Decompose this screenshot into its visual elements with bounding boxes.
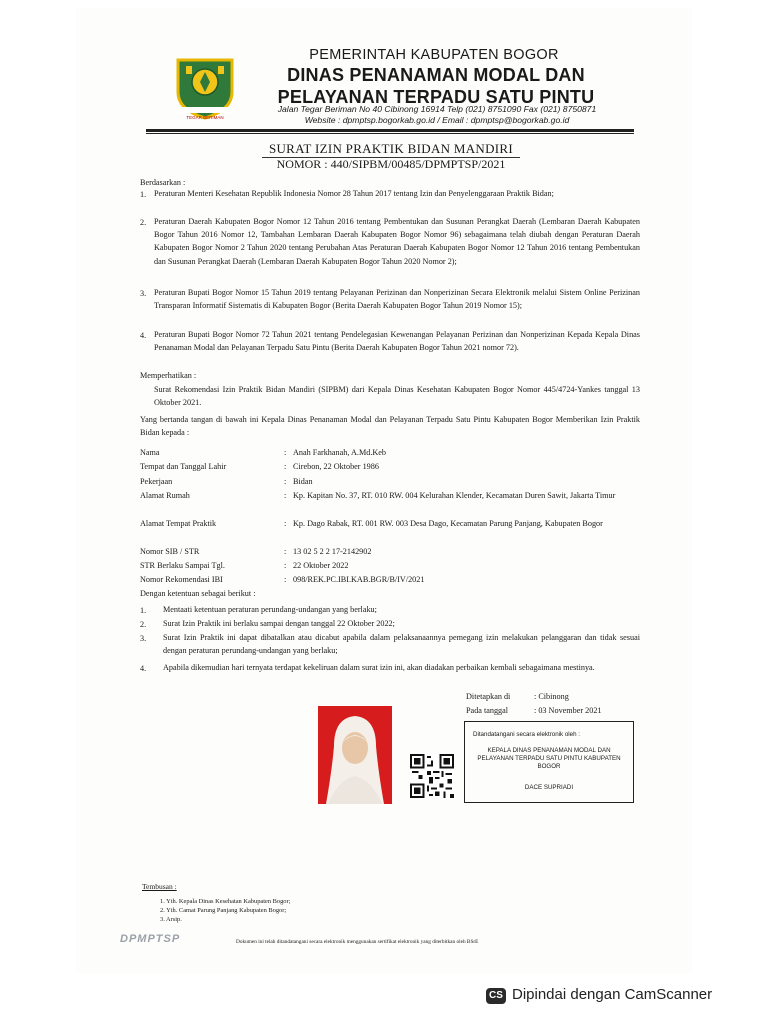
issued-place-label: Ditetapkan di [466,692,511,701]
signature-note: Ditandatangani secara elektronik oleh : [473,731,580,738]
field-value: 22 Oktober 2022 [293,561,349,570]
intro-text: Yang bertanda tangan di bawah ini Kepala Dinas Penanaman Modal dan Pelayanan Terpadu Satu Pintu Kabupaten Bogor Memberikan Izin Praktik Bidan kepada : [140,415,640,438]
field-label: Alamat Rumah [140,491,190,500]
field-label: Nama [140,448,160,457]
footer-logo: DPMPTSP [120,933,181,945]
cc-item: 1. Yth. Kepala Dinas Kesehatan Kabupaten Bogor; [160,898,291,905]
field-label: Nomor Rekomendasi IBI [140,575,223,584]
list-number: 4. [140,664,147,673]
field-label: Pekerjaan [140,477,173,486]
list-number: 2. [140,620,147,629]
agency-name [240,64,632,108]
footer-note: Dokumen ini telah ditandatangani secara elektronik menggunakan sertifikat elektronik yang diterbitkan oleh BSrE [236,939,479,945]
cc-list [160,898,290,924]
legal-basis-item: Peraturan Bupati Bogor Nomor 72 Tahun 2021 tentang Pendelegasian Kewenangan Pelayanan Perizinan dan Nonperizinan Kepada Kepala Dinas Penanaman Modal dan Pelayanan Terpadu Satu Pintu (Berita Daerah Kabupaten Bogor Tahun 2021 nomor 72). [154,330,640,353]
list-number: 4. [140,331,147,340]
logo-motto: TEGAR BERIMAN [186,115,224,120]
signature-position: KEPALA DINAS PENANAMAN MODAL DAN PELAYANAN TERPADU SATU PINTU KABUPATEN BOGOR [477,747,621,771]
legal-basis-item: Peraturan Bupati Bogor Nomor 15 Tahun 2019 tentang Pelayanan Perizinan dan Nonperizinan Secara Elektronik melalui Sistem Online Perizinan Transparan Informatif Sistematis di Kabupaten Bogor (Berita Daerah Kabupaten Bogor Tahun 2019 Nomor 15); [154,288,640,311]
document-number: NOMOR : 440/SIPBM/00485/DPMPTSP/2021 [276,157,506,171]
field-value: 13 02 5 2 2 17-2142902 [293,547,372,556]
cc-item: 2. Yth. Camat Parung Panjang Kabupaten Bogor; [160,906,287,914]
field-label: STR Berlaku Sampai Tgl. [140,561,225,570]
issued-date-label: Pada tanggal [466,706,509,715]
electronic-signature-box [464,721,634,803]
camscanner-icon: CS [486,988,506,1004]
agency-address [238,104,636,125]
holder-photo [318,706,392,804]
header-rule-thick [146,129,634,132]
condition-item: Surat Izin Praktik ini dapat dibatalkan atau dicabut apabila dalam pelaksanaannya pemegang izin melakukan pelanggaran dan tidak sesuai dengan peraturan perundang-undangan yang berlaku; [163,633,640,656]
bogor-regency-logo [172,52,238,122]
field-colon: : [284,491,287,500]
government-name: PEMERINTAH KABUPATEN BOGOR [309,47,559,63]
contact-line: Website : dpmptsp.bogorkab.go.id / Email : dpmptsp@bogorkab.go.id [304,114,570,125]
conditions-label: Dengan ketentuan sebagai berikut : [140,589,256,598]
legal-basis-item: Peraturan Menteri Kesehatan Republik Indonesia Nomor 28 Tahun 2017 tentang Izin dan Penyelenggaraan Praktik Bidan; [154,189,554,198]
signer-name: DACE SUPRIADI [524,784,574,791]
qr-code [410,754,454,798]
memperhatikan-label: Memperhatikan : [140,371,197,380]
list-number: 2. [140,218,147,227]
field-colon: : [284,477,287,486]
field-value: Kp. Kapitan No. 37, RT. 010 RW. 004 Kelurahan Klender, Kecamatan Duren Sawit, Jakarta Timur [293,491,616,500]
field-value: 098/REK.PC.IBI.KAB.BGR/B/IV/2021 [293,575,425,584]
cc-item: 3. Arsip. [160,915,182,923]
issued-date: : 03 November 2021 [534,706,602,715]
list-number: 3. [140,634,147,643]
list-number: 1. [140,606,147,615]
field-label: Nomor SIB / STR [140,547,200,556]
field-value: Cirebon, 22 Oktober 1986 [293,462,379,471]
field-colon: : [284,547,287,556]
field-label: Alamat Tempat Praktik [140,519,217,528]
condition-item: Apabila dikemudian hari ternyata terdapat kekeliruan dalam surat izin ini, akan diadakan perbaikan kembali sebagaimana mestinya. [163,663,595,672]
cc-label: Tembusan : [142,882,177,891]
field-label: Tempat dan Tanggal Lahir [140,462,227,471]
holder-portrait [318,706,392,804]
condition-item: Mentaati ketentuan peraturan perundang-undangan yang berlaku; [163,605,377,614]
field-colon: : [284,462,287,471]
field-value: Anah Farkhanah, A.Md.Keb [293,448,387,457]
field-colon: : [284,448,287,457]
document-title: SURAT IZIN PRAKTIK BIDAN MANDIRI [268,141,514,156]
camscanner-watermark: Dipindai dengan CamScanner [512,986,713,1003]
list-number: 3. [140,289,147,298]
field-value: Bidan [293,477,313,486]
field-colon: : [284,575,287,584]
field-colon: : [284,561,287,570]
header-rule-thin [146,133,634,134]
address-line: Jalan Tegar Beriman No 40 Cibinong 16914 Telp (021) 8751090 Fax (021) 8750871 [277,104,597,114]
memperhatikan-text: Surat Rekomendasi Izin Praktik Bidan Mandiri (SIPBM) dari Kepala Dinas Kesehatan Kabupaten Bogor Nomor 445/4724-Yankes tanggal 13 Oktober 2021. [154,385,640,408]
list-number: 1. [140,190,147,199]
berdasarkan-label: Berdasarkan : [140,178,186,187]
agency-line-2: PELAYANAN TERPADU SATU PINTU [277,87,595,107]
agency-line-1: DINAS PENANAMAN MODAL DAN [287,65,585,85]
legal-basis-item: Peraturan Daerah Kabupaten Bogor Nomor 12 Tahun 2016 tentang Pembentukan dan Susunan Perangkat Daerah (Lembaran Daerah Kabupaten Bogor Tahun 2016 Nomor 12, Tambahan Lembaran Daerah Kabupaten Bogor Nomor 96) sebagaimana telah diubah dengan Peraturan Daerah Kabupaten Bogor Nomor 2 Tahun 2020 tentang Perubahan Atas Peraturan Daerah Kabupaten Bogor Nomor 12 Tahun 2016 tentang Pembentukan dan Susunan Perangkat Daerah (Lembaran Daerah Kabupaten Bogor Tahun 2020 Nomor 2); [154,217,640,266]
field-colon: : [284,519,287,528]
condition-item: Surat Izin Praktik ini berlaku sampai dengan tanggal 22 Oktober 2022; [163,619,395,628]
issued-place: : Cibinong [534,692,569,701]
field-value: Kp. Dago Rabak, RT. 001 RW. 003 Desa Dago, Kecamatan Parung Panjang, Kabupaten Bogor [293,519,603,528]
